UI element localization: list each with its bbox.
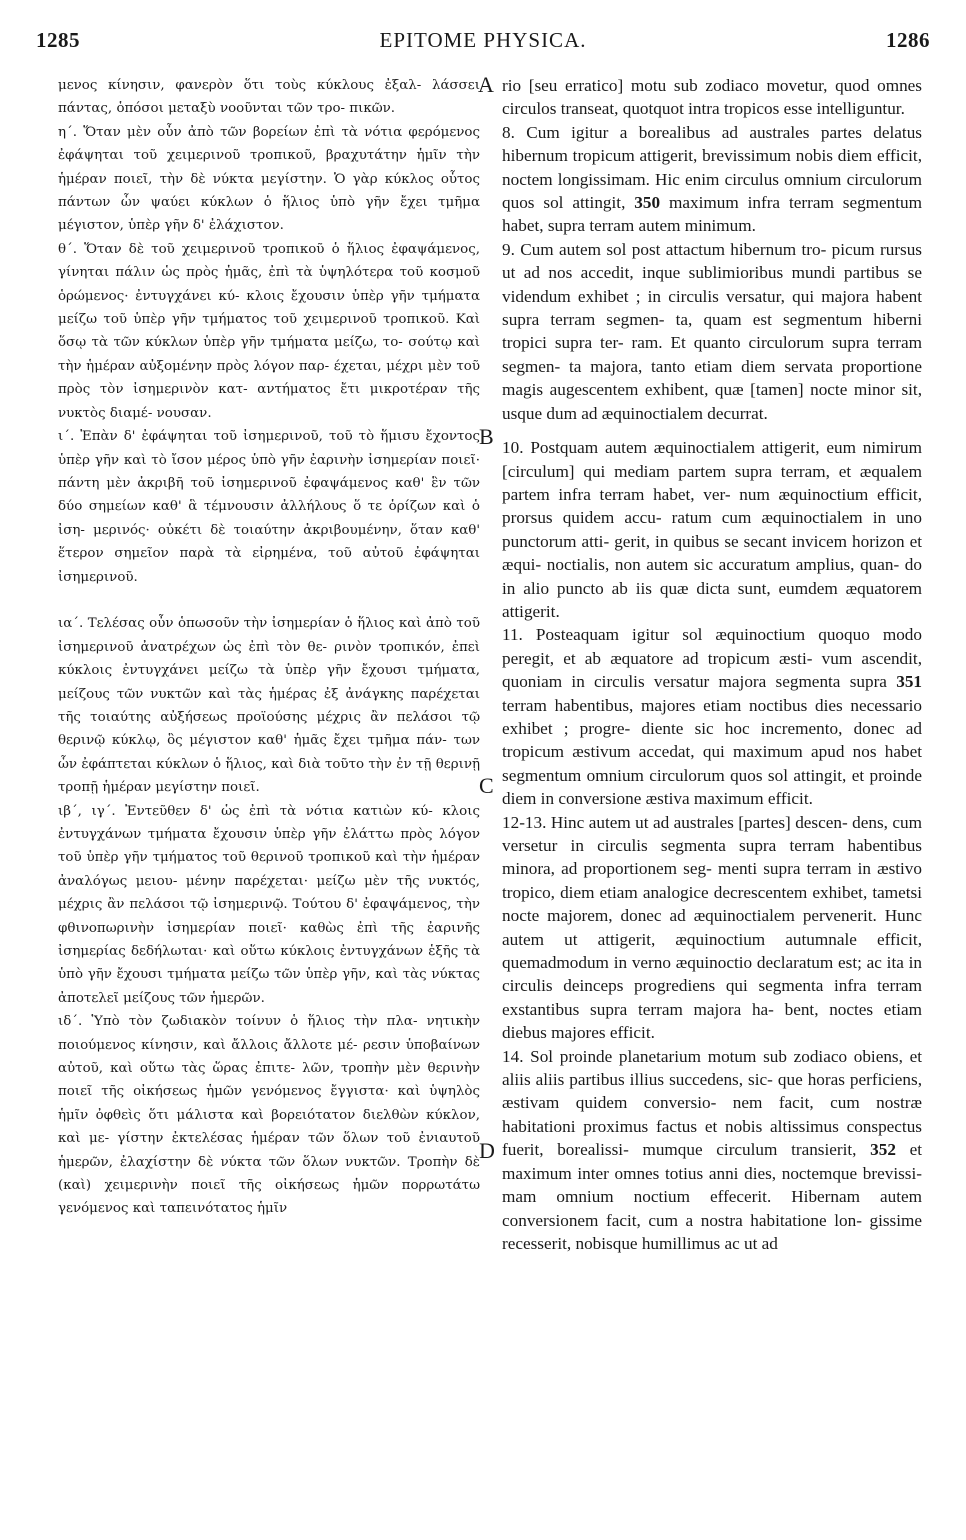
latin-text: terram habentibus, majores etiam noctibus dies necessario exhibet ; progre- diente sic hoc incremento, donec ad tropicum æstivum accedat, qui maximum apud nos habet segmentum omnium circulorum quos sol attingit, et proinde diem in conversione æstiva maximum efficit. xyxy=(502,695,922,809)
latin-paragraph xyxy=(502,121,922,238)
page-number-left: 1285 xyxy=(36,28,80,52)
latin-paragraph xyxy=(502,623,922,810)
page-number-right: 1286 xyxy=(886,28,930,52)
section-marker-d: D xyxy=(479,1138,495,1163)
column-number: 351 xyxy=(896,672,922,692)
greek-column xyxy=(58,74,480,1221)
latin-paragraph: 9. Cum autem sol post attactum hibernum tro- picum rursus ut ad nos accedit, inque sublimioribus mundi partibus se videndum exhibet ; in circulis versatur, qui majora habent supra terram segmen- ta, quam est segmentum hiberni tropici supra ter- ram. Et quanto circulorum supra terram segmen- ta majora, tanto etiam diem servata proportione magis augescentem exhibent, quæ [tamen] nocte minor sit, usque dum ad æquinoctialem decurrat. xyxy=(502,239,922,423)
greek-paragraph: θ΄. Ὅταν δὲ τοῦ χειμερινοῦ τροπικοῦ ὁ ἥλιος ἐφαψάμενος, γίνηται πάλιν ὡς πρὸς ἡμᾶς, ἐπὶ τὰ ὑψηλότερα τοῦ κοσμοῦ ὁρώμενος· ἐντυγχάνει κύ- κλοις ἔχουσιν ὑπὲρ γῆν τμήματα μείζω τοῦ ὑπὲρ γῆν τμήματος τοῦ χειμερινοῦ τροπικοῦ. Καὶ ὅσῳ τὰ τῶν κύκλων ὑπὲρ γῆν τμήματα μείζω, το- σούτῳ καὶ τὴν ἡμέραν αὐξομένην πρὸς λόγον παρ- έχεται, μέχρι μὲν τοῦ πρὸς τὸν ἰσημερινὸν κατ- αντήματος ἔτι μικροτέραν τῆς νυκτὸς διαμέ- νουσαν. xyxy=(58,241,480,421)
section-marker-b: B xyxy=(479,424,494,449)
section-marker-c: C xyxy=(479,773,494,798)
latin-paragraph xyxy=(502,1045,922,1256)
greek-paragraph: ιβ΄, ιγ΄. Ἐντεῦθεν δ' ὡς ἐπὶ τὰ νότια κατιὼν κύ- κλοις ἐντυγχάνων τμήματα ἔχουσιν ὑπὲρ γῆν ἐλάττω πρὸς λόγον τοῦ ὑπὲρ γῆν τμήματος τοῦ θερινοῦ τροπικοῦ καὶ τὴν ἡμέραν ἀναλόγως μειου- μένην παρέχεται· μείζω μὲν τῆς νυκτός, μέχρις ἂν πελάσοι τῷ ἰσημερινῷ. Τούτου δ' ἐφαψάμενος, τὴν φθινοπωρινὴν ἰσημερίαν ποιεῖ· καθὼς ἐπὶ τῆς ἐαρινῆς ἰσημερίας δεδήλωται· καὶ οὕτω κύκλοις ἐντυγχάνων ἑξῆς τὰ ὑπὸ γῆν ἔχουσι τμήματα μείζω τῶν ὑπὲρ γῆν, καὶ τὰς νύκτας ἀποτελεῖ μείζους τῶν ἡμερῶν. xyxy=(58,803,480,1006)
latin-text: maximum infra terram segmentum habet, supra terram autem minimum. xyxy=(502,193,922,236)
page-header xyxy=(36,28,930,60)
greek-paragraph: ιδ΄. Ὑπὸ τὸν ζωδιακὸν τοίνυν ὁ ἥλιος τὴν πλα- νητικὴν ποιούμενος κίνησιν, καὶ ἄλλοις ἄλλοτε μέ- ρεσιν ὑποβαίνων αὐτοῦ, καὶ οὕτω τὰς ὥρας ἐπιτε- λῶν, τροπὴν μὲν θερινὴν ποιεῖ τῆς οἰκήσεως ἡμῶν γενόμενος ἔγγιστα· καὶ ὑψηλὸς ἡμῖν ὀφθεὶς ὅτι μάλιστα καὶ βορειότατον διελθὼν κύκλον, καὶ με- γίστην ἐκτελέσας ἡμέραν τῶν ὅλων τοῦ ἐνιαυτοῦ ἡμερῶν, ἐλαχίστην δὲ νύκτα τῶν ὅλων νυκτῶν. Τροπὴν δὲ (καὶ) χειμερινὴν ποιεῖ τῆς οἰκήσεως ἡμῶν πορρωτάτω γενόμενος καὶ ταπεινότατος ἡμῖν xyxy=(58,1014,480,1217)
latin-column xyxy=(502,74,922,1255)
latin-text: 14. Sol proinde planetarium motum sub zodiaco obiens, et aliis aliis partibus illius succedens, sic- que horas perficiens, æstivam quidem conversio- nem facit, cum nostræ habitationi proximus factus et nobis altissimus conspectus fuerit, borealissi- mumque circulum transierit, xyxy=(502,1046,922,1160)
greek-paragraph: ι΄. Ἐπὰν δ' ἐφάψηται τοῦ ἰσημερινοῦ, τοῦ τὸ ἥμισυ ἔχοντος ὑπὲρ γῆν καὶ τὸ ἴσον μέρος ὑπὸ γῆν ἐαρινὴν ἰσημερίαν ποιεῖ· πάντη μὲν ἀκριβῆ τοῦ ἰσημερινοῦ ἐφαψάμενος καθ' ἓν τῶν δύο σημείων καθ' ἃ τέμνουσιν ἀλλήλους ὅ τε ὁρίζων καὶ ὁ ἰση- μερινός· οὐκέτι δὲ τοιαύτην ἀκριβουμένην, ὅταν καθ' ἕτερον σημεῖον παρὰ τὰ εἰρημένα, τοῦ αὐτοῦ ἐφάψηται ἰσημερινοῦ. xyxy=(58,429,480,585)
greek-paragraph: η΄. Ὅταν μὲν οὖν ἀπὸ τῶν βορείων ἐπὶ τὰ νότια φερόμενος ἐφάψηται τοῦ χειμερινοῦ τροπικοῦ, βραχυτάτην ἡμῖν τὴν ἡμέραν ποιεῖ, τὴν δὲ νύκτα μεγίστην. Ὁ γὰρ κύκλος οὗτος πάντων ὧν ψαύει κύκλων ὁ ἥλιος ὑπὸ γῆν ἔχει τμῆμα μέγιστον, ὑπὲρ γῆν δ' ἐλάχιστον. xyxy=(58,124,480,234)
latin-text: 8. Cum igitur a borealibus ad australes partes delatus hibernum tropicum attigerit, brevissimum nobis diem efficit, noctem longissimam. Hic enim circulus omnium circulorum quos sol attingit, xyxy=(502,122,922,213)
column-number: 352 xyxy=(870,1140,896,1160)
latin-paragraph: 12-13. Hinc autem ut ad australes [partes] descen- dens, cum versetur in circulis segmenta supra terram habentibus minora, ad proportionem seg- menti supra terram in æstivo tropico, diem etiam analogice decrescentem exhibet, tametsi nocte majorem, donec ad æquinoctialem pervenerit. Hunc autem ut attigerit, æquinoctium autumnale efficit, quemadmodum in verno æquinoctio declaratum est; ac ita in circulis deinceps progrediens qui segmenta infra terram exstantibus supra terram majora ha- bent, noctes etiam diebus majores efficit. xyxy=(502,812,922,1043)
section-marker-a: A xyxy=(478,72,494,97)
latin-paragraph: 10. Postquam autem æquinoctialem attigerit, eum nimirum [circulum] qui mediam partem supra terram, et æqualem partem infra terram habet, ver- num æquinoctium efficit, prorsus quidem accu- ratum cum æquinoctialem in uno punctorum atti- gerit, in quibus se secant invicem horizon et æqui- noctialis, non autem sic accuratum amplius, quan- do in alio puncto ab iis quæ dicta sunt, eumdem æquatorem attigerit. xyxy=(502,438,922,621)
greek-paragraph: μενος κίνησιν, φανερὸν ὅτι τοὺς κύκλους ἐξαλ- λάσσει πάντας, ὁπόσοι μεταξὺ νοοῦνται τῶν τρο- πικῶν. xyxy=(58,78,480,117)
running-title: EPITOME PHYSICA. xyxy=(379,28,587,52)
latin-text: et maximum inter omnes totius anni dies, noctemque brevissi- mam omnium noctium effecerit. Hibernam autem conversionem facit, cum a nostra habitatione lon- gissime recesserit, nobisque humillimus ac ut ad xyxy=(502,1140,923,1253)
greek-paragraph: ια΄. Τελέσας οὖν ὁπωσοῦν τὴν ἰσημερίαν ὁ ἥλιος καὶ ἀπὸ τοῦ ἰσημερινοῦ ἀνατρέχων ὡς ἐπὶ τὸν θε- ρινὸν τροπικόν, ἐπεὶ κύκλοις ἐντυγχάνει μείζω τὰ ὑπὲρ γῆν ἔχουσι τμήματα, μείζους τῶν νυκτῶν καὶ τὰς ἡμέρας ἐξ ἀνάγκης παρέχεται τῆς τοιαύτης αὐξήσεως προϊούσης μέχρις ἂν πελάσοι τῷ θερινῷ κύκλῳ, ὃς μέγιστον καθ' ἡμᾶς ἔχει τμῆμα πάν- των ὧν ἐφάπτεται κύκλων ὁ ἥλιος, καὶ διὰ τοῦτο τὴν ἐν τῇ θερινῇ τροπῇ ἡμέραν μεγίστην ποιεῖ. xyxy=(58,616,480,796)
latin-text: 11. Posteaquam igitur sol æquinoctium quoquo modo peregit, et ab æquatore ad tropicum æsti- vum ascendit, quoniam in circulis versatur majora segmenta supra xyxy=(502,625,922,692)
latin-paragraph: rio [seu erratico] motu sub zodiaco movetur, quod omnes circulos transeat, quotquot intra tropicos esse intelliguntur. xyxy=(502,76,922,119)
column-number: 350 xyxy=(634,193,661,213)
